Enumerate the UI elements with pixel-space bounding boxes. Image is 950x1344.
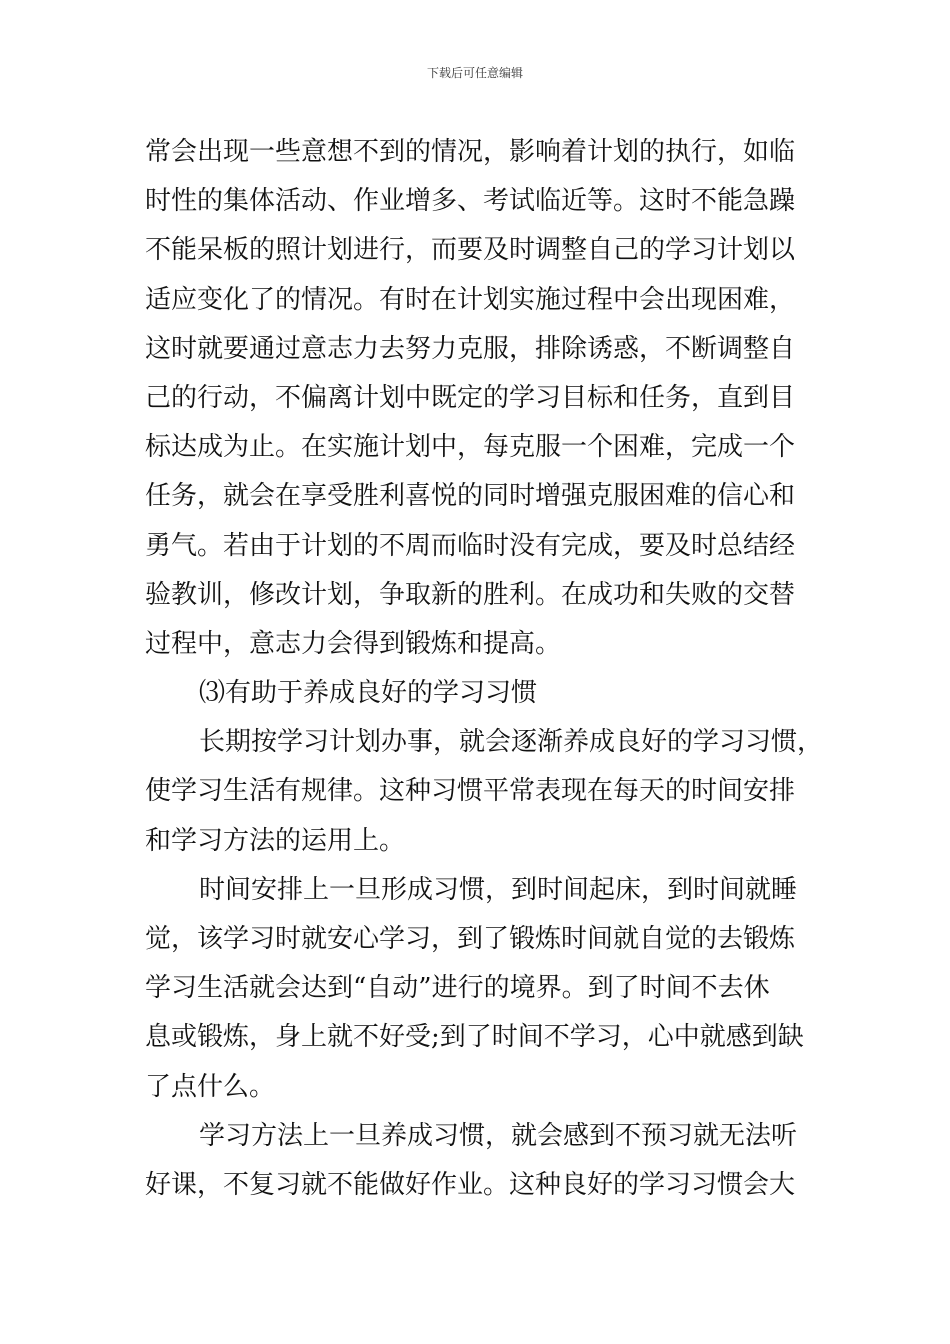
text-line: 了点什么。 [145,1071,276,1102]
text-line: 己的行动，不偏离计划中既定的学习目标和任务，直到目 [145,382,796,413]
text-line: 适应变化了的情况。有时在计划实施过程中会出现困难， [145,284,796,315]
text-line: 时间安排上一旦形成习惯，到时间起床，到时间就睡 [199,874,798,905]
text-line: 任务，就会在享受胜利喜悦的同时增强克服困难的信心和 [145,481,796,512]
text-line: 学习方法上一旦养成习惯，就会感到不预习就无法听 [199,1120,798,1151]
text-line: 验教训，修改计划，争取新的胜利。在成功和失败的交替 [145,579,796,610]
text-line: 不能呆板的照计划进行，而要及时调整自己的学习计划以 [145,235,796,266]
text-line: 标达成为止。在实施计划中，每克服一个困难，完成一个 [145,432,796,463]
section-heading: ⑶有助于养成良好的学习习惯 [199,678,538,709]
text-line: 时性的集体活动、作业增多、考试临近等。这时不能急躁 [145,186,796,217]
page-header: 下载后可任意编辑 [426,66,523,80]
text-line: 息或锻炼，身上就不好受;到了时间不学习，心中就感到缺 [145,1022,804,1053]
document-body [145,128,824,1210]
text-line: 过程中，意志力会得到锻炼和提高。 [145,628,562,659]
text-line: 觉，该学习时就安心学习，到了锻炼时间就自觉的去锻炼 [145,924,796,954]
text-line: 长期按学习计划办事，就会逐渐养成良好的学习习惯， [199,727,824,758]
text-line: 使学习生活有规律。这种习惯平常表现在每天的时间安排 [145,776,796,807]
text-line: 和学习方法的运用上。 [145,825,406,856]
text-line: 常会出现一些意想不到的情况，影响着计划的执行，如临 [145,137,796,167]
text-line: 学习生活就会达到“自动”进行的境界。到了时间不去休 [145,973,770,1004]
text-line: 好课，不复习就不能做好作业。这种良好的学习习惯会大 [145,1169,796,1200]
text-line: 这时就要通过意志力去努力克服，排除诱惑，不断调整自 [145,333,796,364]
text-line: 勇气。若由于计划的不周而临时没有完成，要及时总结经 [145,530,796,561]
